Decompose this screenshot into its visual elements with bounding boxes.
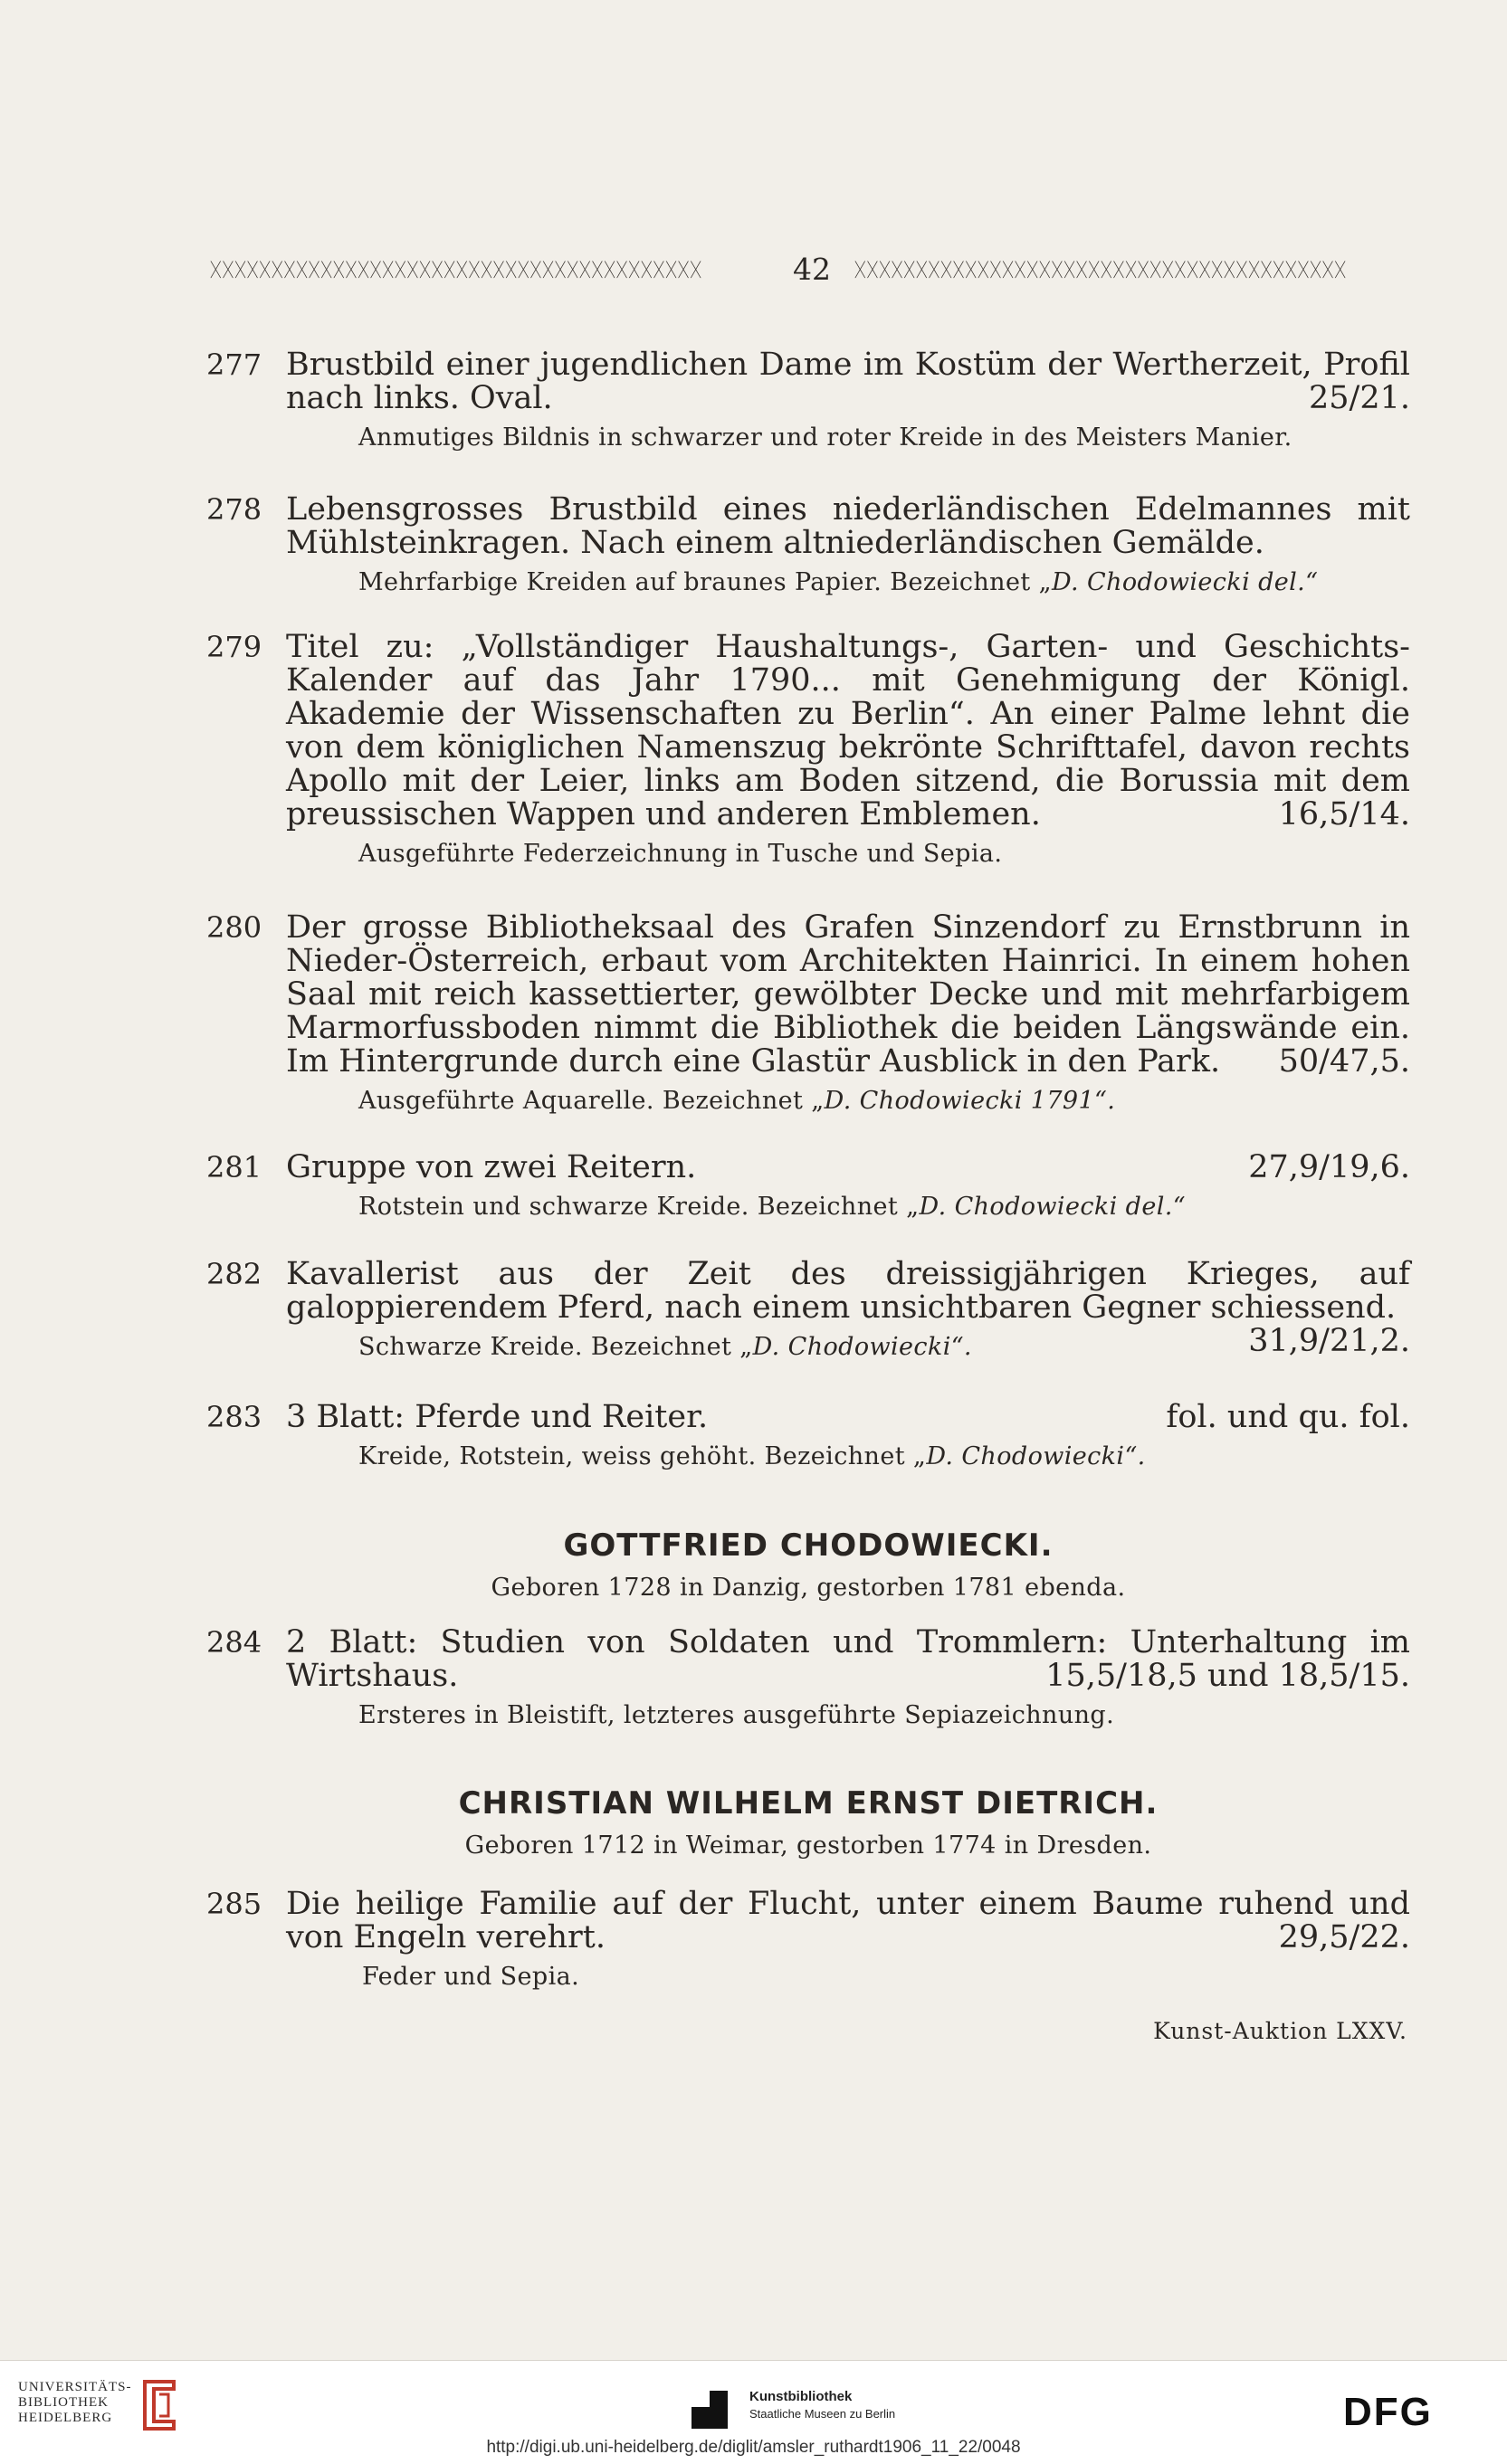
catalog-entry-280	[206, 911, 1410, 1117]
entry-title: Der grosse Bibliotheksaal des Grafen Sinzendorf zu Ernstbrunn in Nieder-Österreich, erbaut vom Architekten Hainrici. In einem hohen Saal mit reich kassettierter, gewölbter Decke und mit mehrfarbigem Marmorfussboden nimmt die Bibliothek die beiden Längswände ein. Im Hintergrunde durch eine Glastür Ausblick in den Park. 50/47,5.	[286, 909, 1410, 1080]
entry-title: Kavallerist aus der Zeit des dreissigjährigen Krieges, auf galoppierendem Pferd, nach einem unsichtbaren Gegner schiessend. 31,9/21,2.	[286, 1256, 1410, 1359]
artist-name: CHRISTIAN WILHELM ERNST DIETRICH.	[458, 1785, 1159, 1822]
svg-text:DFG: DFG	[1343, 2391, 1433, 2429]
footer-divider	[0, 2360, 1507, 2361]
entry-number: 278	[206, 492, 262, 527]
entry-title: Titel zu: „Vollständiger Haushaltungs-, Garten- und Geschichts-Kalender auf das Jahr 1790... mit Genehmigung der Königl. Akademie der Wissenschaften zu Berlin“. An einer Palme lehnt die von dem königlichen Namenszug bekrönte Schrifttafel, davon rechts Apollo mit der Leier, links am Boden sitzend, die Borussia mit dem preussischen Wappen und anderen Emblemen. 16,5/14.	[286, 629, 1410, 832]
entry-title: Brustbild einer jugendlichen Dame im Kostüm der Wertherzeit, Profil nach links. Oval. 25/21.	[286, 347, 1410, 416]
catalog-entry-277	[206, 348, 1410, 453]
kunstbibliothek-logo-icon[interactable]	[690, 2387, 730, 2432]
entry-note: Schwarze Kreide. Bezeichnet „D. Chodowiecki“.	[358, 1333, 972, 1361]
entry-title: Gruppe von zwei Reitern. 27,9/19,6.	[286, 1149, 1410, 1185]
catalog-entry-281	[206, 1151, 1410, 1222]
entry-note: Rotstein und schwarze Kreide. Bezeichnet „D. Chodowiecki del.“	[358, 1193, 1186, 1221]
entry-note: Mehrfarbige Kreiden auf braunes Papier. Bezeichnet „D. Chodowiecki del.“	[358, 568, 1319, 596]
entry-price: 50/47,5.	[1278, 1043, 1410, 1080]
entry-number: 281	[206, 1150, 262, 1184]
catalog-entry-279	[206, 631, 1410, 870]
entry-number: 277	[206, 347, 262, 382]
entry-price: 31,9/21,2.	[1248, 1323, 1410, 1359]
artist-bio: Geboren 1712 in Weimar, gestorben 1774 in Dresden.	[464, 1831, 1152, 1860]
university-library-logo-icon[interactable]	[138, 2376, 181, 2434]
entry-title: Die heilige Familie auf der Flucht, unter einem Baume ruhend und von Engeln verehrt. 29,5/22.	[286, 1886, 1410, 1955]
header-ornament-left: ᚷᚷᚷᚷᚷᚷᚷᚷᚷᚷᚷᚷᚷᚷᚷᚷᚷᚷᚷᚷᚷᚷᚷᚷᚷᚷᚷᚷᚷᚷᚷᚷᚷᚷᚷᚷᚷᚷᚷᚷ	[210, 261, 702, 279]
artist-heading-dietrich	[206, 1785, 1410, 1861]
footer-url-link[interactable]: http://digi.ub.uni-heidelberg.de/diglit/amsler_ruthardt1906_11_22/0048	[486, 2438, 1021, 2457]
entry-note: Ersteres in Bleistift, letzteres ausgeführte Sepiazeichnung.	[358, 1701, 1115, 1729]
entry-title: Lebensgrosses Brustbild eines niederländischen Edelmannes mit Mühlsteinkragen. Nach einem altniederländischen Gemälde.	[286, 491, 1410, 561]
catalog-entry-284	[206, 1626, 1410, 1731]
dfg-logo-icon[interactable]	[1343, 2391, 1488, 2429]
page-number: 42	[793, 252, 831, 287]
entry-title: 2 Blatt: Studien von Soldaten und Trommlern: Unterhaltung im Wirtshaus. 15,5/18,5 und 18,5/15.	[286, 1624, 1410, 1694]
entry-number: 279	[206, 630, 262, 664]
entry-price: 29,5/22.	[1278, 1919, 1410, 1955]
catalog-entry-285	[206, 1888, 1410, 1993]
entry-note: Feder und Sepia.	[362, 1963, 580, 1991]
entry-number: 283	[206, 1400, 262, 1434]
page-header	[210, 252, 1405, 288]
entry-number: 280	[206, 910, 262, 945]
entry-number: 284	[206, 1625, 262, 1660]
entry-price: 16,5/14.	[1278, 796, 1410, 832]
catalog-entry-283	[206, 1401, 1410, 1472]
entry-number: 282	[206, 1257, 262, 1291]
entry-note: Ausgeführte Aquarelle. Bezeichnet „D. Chodowiecki 1791“.	[358, 1087, 1116, 1115]
entry-number: 285	[206, 1887, 262, 1921]
entry-note: Anmutiges Bildnis in schwarzer und roter Kreide in des Meisters Manier.	[358, 423, 1292, 452]
entry-price: 15,5/18,5 und 18,5/15.	[1045, 1658, 1410, 1694]
artist-bio: Geboren 1728 in Danzig, gestorben 1781 ebenda.	[491, 1574, 1126, 1602]
catalog-entry-282	[206, 1258, 1410, 1363]
entry-price: fol. und qu. fol.	[1166, 1399, 1410, 1435]
entry-price: 27,9/19,6.	[1248, 1149, 1410, 1185]
catalog-entry-278	[206, 493, 1410, 598]
entry-price: 25/21.	[1309, 380, 1410, 416]
artist-name: GOTTFRIED CHODOWIECKI.	[563, 1527, 1054, 1564]
entry-note: Ausgeführte Federzeichnung in Tusche und Sepia.	[358, 840, 1003, 868]
header-ornament-right: ᚷᚷᚷᚷᚷᚷᚷᚷᚷᚷᚷᚷᚷᚷᚷᚷᚷᚷᚷᚷᚷᚷᚷᚷᚷᚷᚷᚷᚷᚷᚷᚷᚷᚷᚷᚷᚷᚷᚷᚷ	[854, 261, 1347, 279]
artist-heading-chodowiecki	[206, 1527, 1410, 1603]
digitization-footer	[0, 2360, 1507, 2464]
kunstbibliothek-label[interactable]: Kunstbibliothek Staatliche Museen zu Berlin	[749, 2389, 896, 2421]
catalog-footer: Kunst-Auktion LXXV.	[1153, 2018, 1407, 2044]
university-library-label[interactable]: UNIVERSITÄTS- BIBLIOTHEK HEIDELBERG	[18, 2380, 132, 2425]
entry-title: 3 Blatt: Pferde und Reiter. fol. und qu. fol.	[286, 1399, 1410, 1435]
entry-note: Kreide, Rotstein, weiss gehöht. Bezeichnet „D. Chodowiecki“.	[358, 1442, 1146, 1470]
